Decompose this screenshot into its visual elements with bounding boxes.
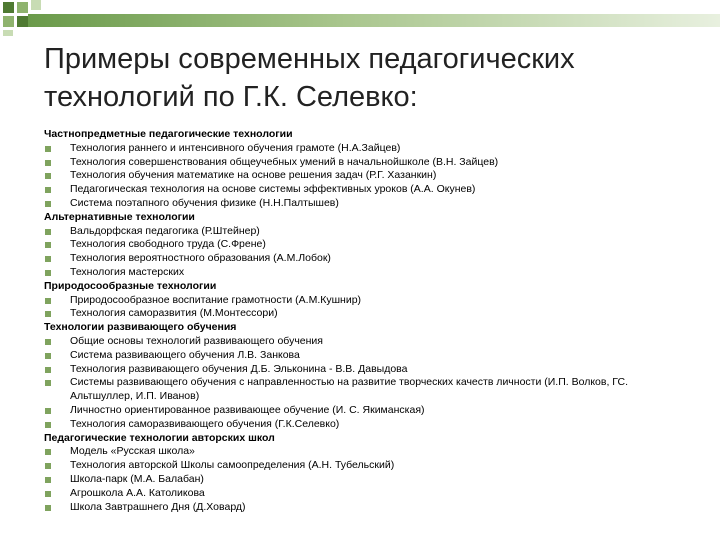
list-item-text: Технология развивающего обучения Д.Б. Эльконина - В.В. Давыдова	[70, 362, 408, 375]
list-item	[44, 142, 684, 156]
square-bullet-icon	[45, 477, 51, 483]
square-bullet-icon	[45, 449, 51, 455]
list-item	[44, 266, 684, 280]
list-item	[44, 307, 684, 321]
list-item	[44, 363, 684, 377]
square-bullet-icon	[45, 298, 51, 304]
list-item-text: Технология саморазвивающего обучения (Г.К.Селевко)	[70, 417, 340, 430]
list-item-text: Школа-парк (М.А. Балабан)	[70, 472, 204, 485]
section-heading: Частнопредметные педагогические технологии	[44, 128, 293, 140]
list-item-text: Педагогическая технология на основе системы эффективных уроков (А.А. Окунев)	[70, 183, 476, 196]
list-item-text: Модель «Русская школа»	[70, 445, 195, 458]
list-item	[44, 183, 684, 197]
list-item	[44, 487, 684, 501]
square-bullet-icon	[45, 408, 51, 414]
list-item	[44, 294, 684, 308]
list-item	[44, 501, 684, 515]
section-heading: Педагогические технологии авторских школ	[44, 431, 275, 444]
list-item	[44, 156, 684, 170]
decorative-header	[0, 0, 720, 36]
list-item	[44, 445, 684, 459]
list-item	[44, 169, 684, 183]
header-gradient-band	[28, 14, 720, 27]
list-item-text: Технология совершенствования общеучебных умений в начальнойшколе (В.Н. Зайцев)	[70, 155, 499, 168]
list-item-text: Технология свободного труда (С.Френе)	[70, 238, 266, 251]
deco-square	[17, 2, 28, 13]
list-item-text: Технология обучения математике на основе решения задач (Р.Г. Хазанкин)	[70, 169, 437, 182]
list-item	[44, 459, 684, 473]
list-item-text: Технология авторской Школы самоопределения (А.Н. Тубельский)	[70, 459, 395, 472]
square-bullet-icon	[45, 201, 51, 207]
list-item-text: Технология раннего и интенсивного обучения грамоте (Н.А.Зайцев)	[70, 141, 401, 154]
square-bullet-icon	[45, 242, 51, 248]
square-bullet-icon	[45, 505, 51, 511]
list-item-text: Вальдорфская педагогика (Р.Штейнер)	[70, 224, 260, 237]
square-bullet-icon	[45, 173, 51, 179]
list-item-text: Система развивающего обучения Л.В. Занкова	[70, 348, 300, 361]
square-bullet-icon	[45, 353, 51, 359]
square-bullet-icon	[45, 146, 51, 152]
list-item	[44, 418, 684, 432]
list-item	[44, 473, 684, 487]
square-bullet-icon	[45, 380, 51, 386]
list-item	[44, 404, 684, 418]
square-bullet-icon	[45, 463, 51, 469]
square-bullet-icon	[45, 422, 51, 428]
list-item-text: Агрошкола А.А. Католикова	[70, 486, 205, 499]
square-bullet-icon	[45, 491, 51, 497]
slide-title: Примеры современных педагогических технологий по Г.К. Селевко:	[44, 43, 575, 113]
square-bullet-icon	[45, 339, 51, 345]
list-item-text: Система поэтапного обучения физике (Н.Н.Палтышев)	[70, 196, 339, 209]
list-item-text: Школа Завтрашнего Дня (Д.Ховард)	[70, 500, 246, 513]
list-item-text: Технология мастерских	[70, 265, 185, 278]
square-bullet-icon	[45, 160, 51, 166]
list-item-text: Личностно ориентированное развивающее обучение (И. С. Якиманская)	[70, 403, 425, 416]
list-item	[44, 197, 684, 211]
deco-square	[3, 30, 13, 36]
list-item-text: Системы развивающего обучения с направленностью на развитие творческих качеств личности (И.П. Волков, ГС. Альтшуллер, И.П. Иванов)	[70, 376, 629, 403]
list-item-text: Технология вероятностного образования (А.М.Лобок)	[70, 252, 331, 265]
section-heading: Технологии развивающего обучения	[44, 321, 237, 334]
list-item	[44, 335, 684, 349]
section-heading: Альтернативные технологии	[44, 210, 195, 223]
square-bullet-icon	[45, 311, 51, 317]
section-heading: Природосообразные технологии	[44, 279, 217, 292]
list-item-text: Общие основы технологий развивающего обучения	[70, 334, 323, 347]
deco-square	[31, 0, 41, 10]
square-bullet-icon	[45, 367, 51, 373]
square-bullet-icon	[45, 229, 51, 235]
square-bullet-icon	[45, 187, 51, 193]
list-item	[44, 238, 684, 252]
list-item	[44, 225, 684, 239]
square-bullet-icon	[45, 270, 51, 276]
deco-square	[3, 2, 14, 13]
deco-square	[17, 16, 28, 27]
list-item	[44, 376, 684, 404]
technology-list	[44, 128, 684, 514]
deco-square	[3, 16, 14, 27]
list-item-text: Технология саморазвития (М.Монтессори)	[70, 307, 278, 320]
square-bullet-icon	[45, 256, 51, 262]
list-item	[44, 252, 684, 266]
list-item	[44, 349, 684, 363]
list-item-text: Природосообразное воспитание грамотности (А.М.Кушнир)	[70, 293, 362, 306]
